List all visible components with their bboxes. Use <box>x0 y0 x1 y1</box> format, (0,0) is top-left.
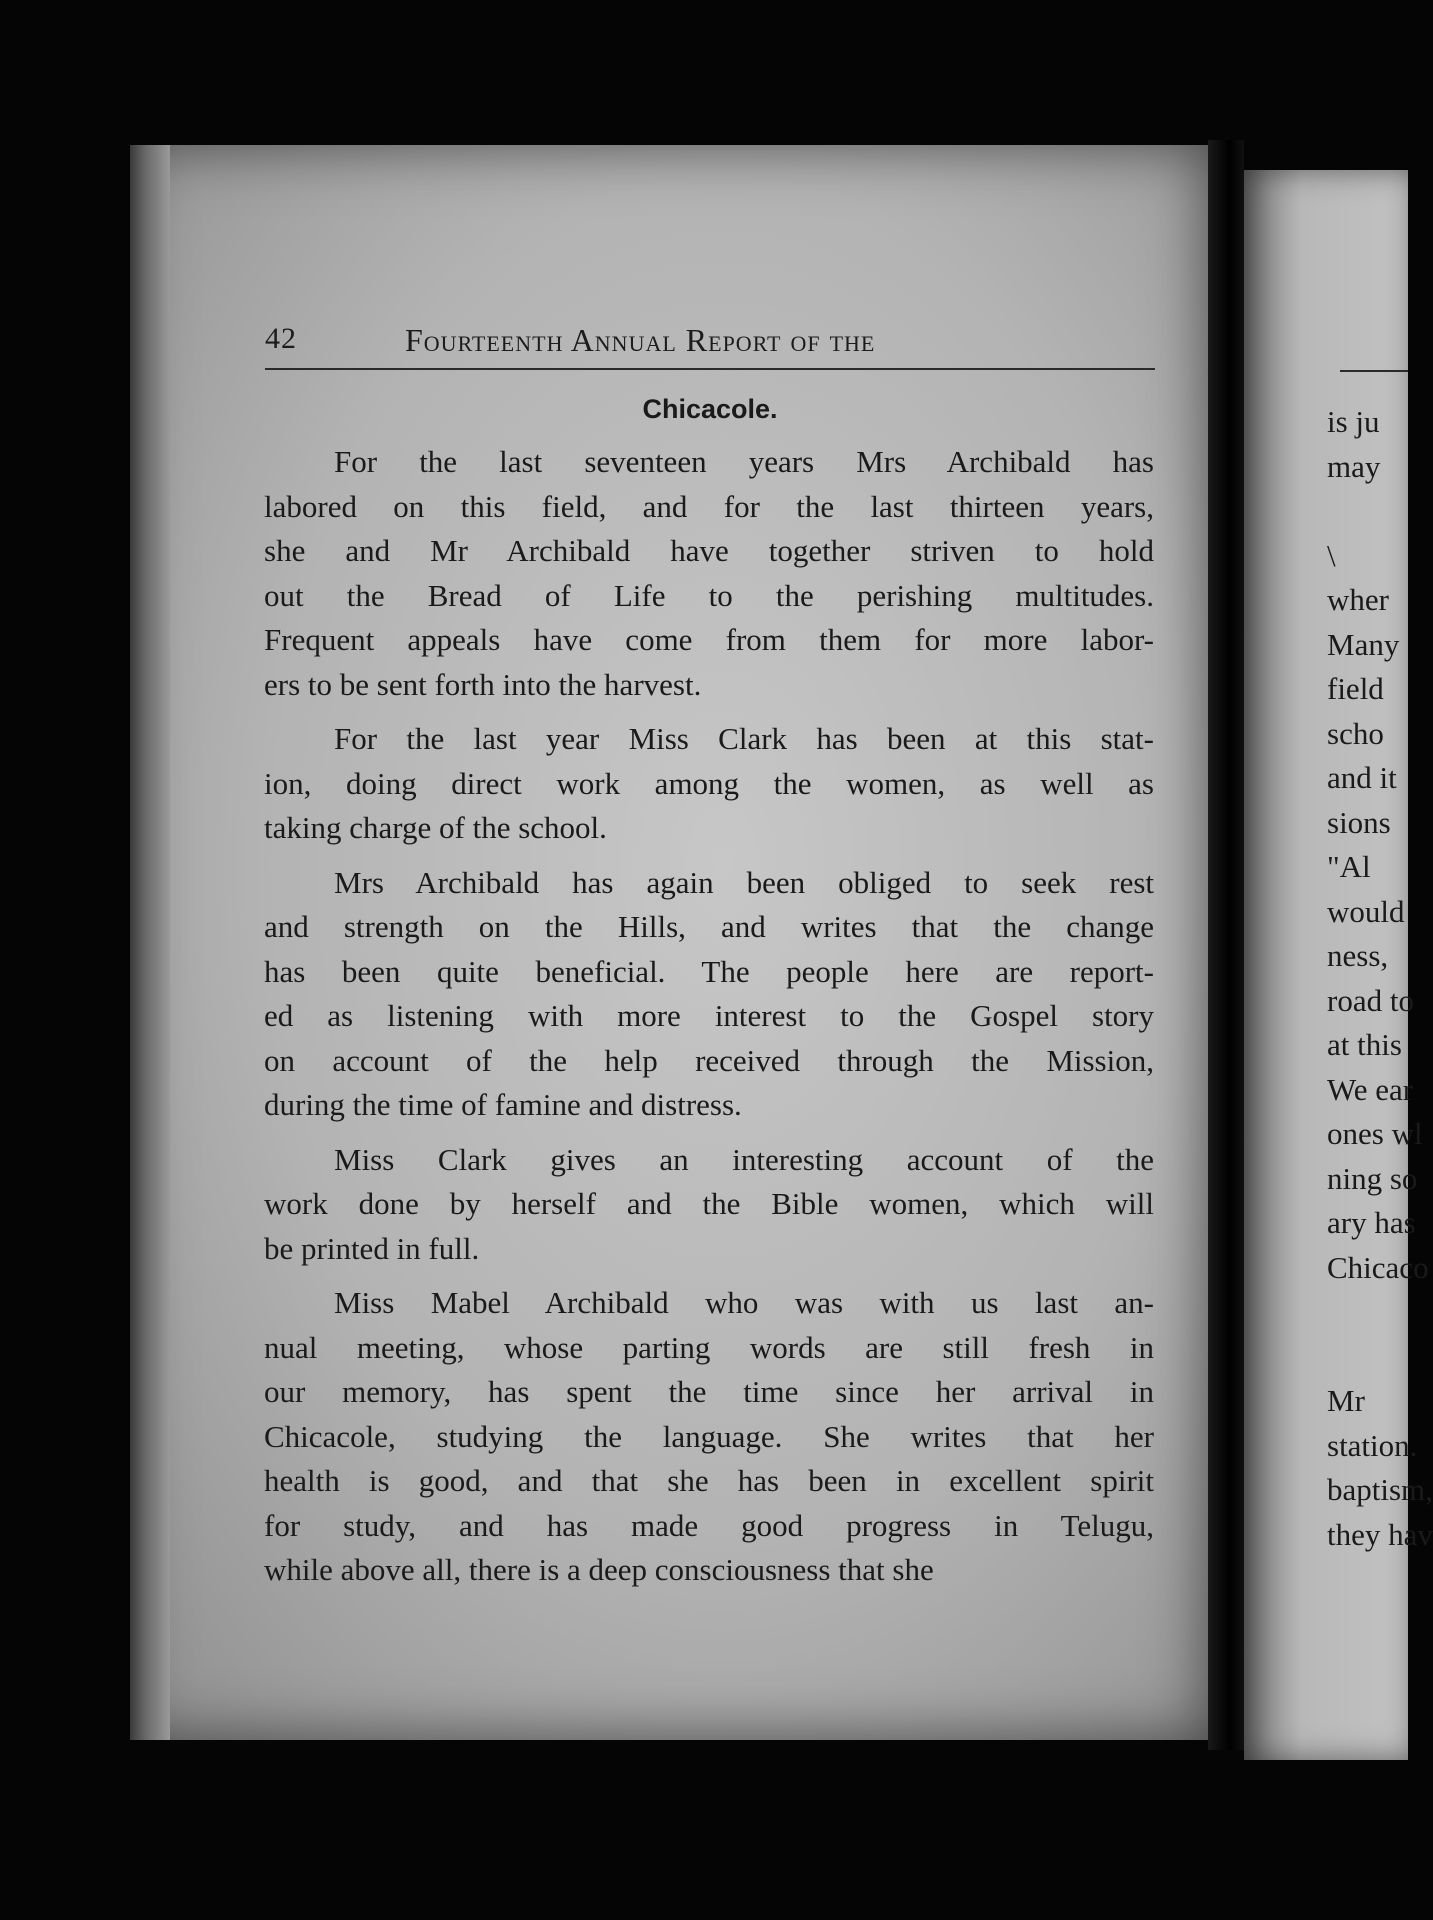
text-line: she and Mr Archibald have together striven to hold <box>264 533 1154 568</box>
facing-page-line <box>1327 1335 1433 1380</box>
facing-page-line <box>1327 489 1433 534</box>
text-line: Miss Clark gives an interesting account of the <box>334 1141 1154 1177</box>
facing-page-line: may <box>1327 448 1381 484</box>
text-line: Miss Mabel Archibald who was with us last an- <box>334 1285 1154 1320</box>
text-line: For the last year Miss Clark has been at this stat- <box>334 721 1154 756</box>
facing-page-line: Chicaco <box>1327 1249 1429 1285</box>
facing-page-line: ones wl <box>1327 1116 1423 1151</box>
text-line: out the Bread of Life to the perishing multitudes. <box>264 577 1154 613</box>
facing-page-line: station. <box>1327 1427 1418 1463</box>
text-line: taking charge of the school. <box>264 810 607 845</box>
book-gutter <box>1208 140 1244 1750</box>
page-edge <box>130 145 170 1740</box>
text-line: For the last seventeen years Mrs Archibald has <box>334 444 1154 479</box>
facing-page-line: sions <box>1327 804 1391 840</box>
facing-page-line: ary has <box>1327 1205 1416 1240</box>
facing-page-line: at this <box>1327 1027 1402 1062</box>
text-line: nual meeting, whose parting words are still fresh in <box>264 1329 1154 1365</box>
facing-page-line: road to <box>1327 982 1414 1018</box>
facing-page-line: We ear <box>1327 1071 1414 1107</box>
text-line: Frequent appeals have come from them for more labor- <box>264 622 1154 657</box>
facing-page-line: ning so <box>1327 1160 1418 1196</box>
facing-page-line: scho <box>1327 715 1384 751</box>
text-line: work done by herself and the Bible women, which will <box>264 1186 1154 1221</box>
text-line: be printed in full. <box>264 1230 480 1266</box>
text-line: health is good, and that she has been in excellent spirit <box>264 1463 1154 1498</box>
text-line: ers to be sent forth into the harvest. <box>264 666 702 702</box>
running-head <box>265 322 1155 368</box>
text-line: Chicacole, studying the language. She writes that her <box>264 1418 1154 1454</box>
facing-page-text <box>1327 400 1433 1557</box>
facing-page-line: would <box>1327 893 1405 929</box>
text-line: for study, and has made good progress in Telugu, <box>264 1507 1154 1543</box>
text-line: on account of the help received through the Mission, <box>264 1042 1154 1078</box>
running-title: Fourteenth Annual Report of the <box>405 322 876 358</box>
paragraph-gap <box>264 851 1154 861</box>
text-line: has been quite beneficial. The people here are report- <box>264 953 1154 989</box>
text-line: labored on this field, and for the last thirteen years, <box>264 488 1154 524</box>
text-line: our memory, has spent the time since her arrival in <box>264 1374 1154 1409</box>
facing-page-line: Many <box>1327 626 1400 662</box>
text-line: during the time of famine and distress. <box>264 1087 742 1122</box>
text-line: and strength on the Hills, and writes that the change <box>264 909 1154 944</box>
facing-page-line: \ <box>1327 537 1336 573</box>
facing-page-line: is ju <box>1327 404 1380 439</box>
facing-page-line: ness, <box>1327 938 1389 973</box>
text-line: Mrs Archibald has again been obliged to seek rest <box>334 864 1154 900</box>
paragraph-gap <box>264 1271 1154 1281</box>
facing-page-line: and it <box>1327 760 1397 795</box>
facing-page-rule <box>1340 370 1408 372</box>
page-number: 42 <box>265 322 297 355</box>
facing-page-line: baptism, <box>1327 1472 1433 1507</box>
facing-page-line: field <box>1327 671 1384 706</box>
facing-page-line: Mr <box>1327 1383 1365 1418</box>
text-line: ion, doing direct work among the women, as well as <box>264 765 1154 801</box>
facing-page-line: "Al <box>1327 849 1371 884</box>
header-rule <box>265 368 1155 370</box>
text-line: while above all, there is a deep consciousness that she <box>264 1552 934 1587</box>
paragraph-gap <box>264 1128 1154 1138</box>
text-line: ed as listening with more interest to the Gospel story <box>264 998 1154 1033</box>
body-text <box>264 440 1154 1593</box>
facing-page-line: they hav <box>1327 1516 1433 1552</box>
paragraph-gap <box>264 707 1154 717</box>
facing-page-line: wher <box>1327 582 1389 617</box>
section-title: Chicacole. <box>642 394 778 424</box>
facing-page-line <box>1327 1290 1433 1335</box>
